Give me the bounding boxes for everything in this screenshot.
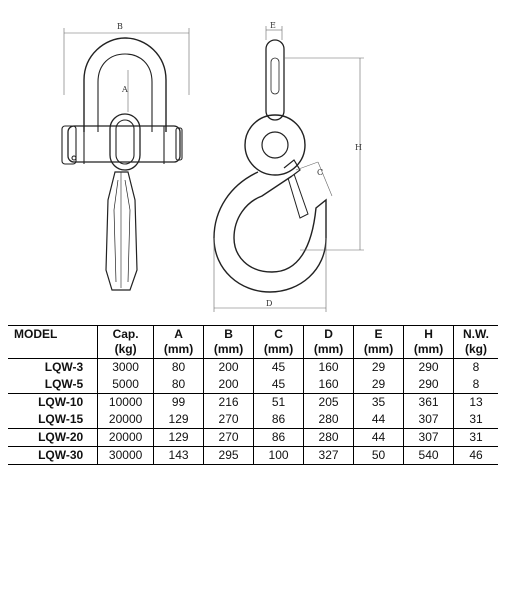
col-header-d: D (mm)	[304, 326, 354, 359]
dim-label-c: C	[317, 168, 324, 177]
col-header-capacity: Cap. (kg)	[98, 326, 154, 359]
table-header-row	[8, 326, 498, 359]
cell-a: 129	[154, 429, 204, 447]
cell-capacity: 10000	[98, 394, 154, 412]
cell-a: 80	[154, 376, 204, 394]
cell-b: 270	[204, 429, 254, 447]
cell-b: 216	[204, 394, 254, 412]
cell-h: 290	[404, 359, 454, 377]
cell-e: 29	[354, 376, 404, 394]
cell-d: 280	[304, 411, 354, 429]
table-row	[8, 359, 498, 377]
cell-c: 100	[254, 447, 304, 465]
col-header-net-weight: N.W. (kg)	[454, 326, 498, 359]
cell-h: 307	[404, 411, 454, 429]
cell-b: 295	[204, 447, 254, 465]
cell-net-weight: 8	[454, 376, 498, 394]
table-row	[8, 376, 498, 394]
cell-a: 129	[154, 411, 204, 429]
cell-b: 270	[204, 411, 254, 429]
cell-h: 307	[404, 429, 454, 447]
cell-model: LQW-10	[8, 394, 98, 412]
cell-e: 35	[354, 394, 404, 412]
col-header-b: B (mm)	[204, 326, 254, 359]
dim-label-b: B	[117, 22, 123, 31]
cell-model: LQW-20	[8, 429, 98, 447]
cell-capacity: 20000	[98, 429, 154, 447]
cell-model: LQW-15	[38, 412, 84, 426]
cell-h: 540	[404, 447, 454, 465]
cell-capacity: 5000	[98, 376, 154, 394]
table-row	[8, 411, 498, 429]
cell-a: 143	[154, 447, 204, 465]
table-row	[8, 394, 498, 412]
cell-c: 86	[254, 429, 304, 447]
cell-net-weight: 8	[454, 359, 498, 377]
col-header-a: A (mm)	[154, 326, 204, 359]
shackle-drawing	[62, 28, 189, 290]
cell-c: 86	[254, 411, 304, 429]
col-header-e: E (mm)	[354, 326, 404, 359]
cell-net-weight: 46	[454, 447, 498, 465]
cell-h: 290	[404, 376, 454, 394]
cell-b: 200	[204, 376, 254, 394]
cell-e: 50	[354, 447, 404, 465]
dim-label-h: H	[355, 143, 362, 152]
cell-e: 29	[354, 359, 404, 377]
specification-table	[8, 325, 498, 465]
cell-c: 45	[254, 376, 304, 394]
cell-d: 327	[304, 447, 354, 465]
cell-model: LQW-5	[44, 377, 84, 391]
cell-net-weight: 31	[454, 411, 498, 429]
hook-drawing	[214, 26, 364, 312]
cell-net-weight: 13	[454, 394, 498, 412]
cell-a: 99	[154, 394, 204, 412]
cell-capacity: 20000	[98, 411, 154, 429]
cell-c: 45	[254, 359, 304, 377]
col-header-h: H (mm)	[404, 326, 454, 359]
dim-label-a: A	[122, 85, 128, 94]
cell-h: 361	[404, 394, 454, 412]
cell-model: LQW-30	[8, 447, 98, 465]
cell-a: 80	[154, 359, 204, 377]
cell-model: LQW-3	[44, 360, 84, 374]
cell-b: 200	[204, 359, 254, 377]
table-row	[8, 447, 498, 465]
table-row	[8, 429, 498, 447]
dim-label-e: E	[270, 21, 276, 30]
cell-capacity: 3000	[98, 359, 154, 377]
dim-label-d: D	[266, 299, 273, 308]
cell-net-weight: 31	[454, 429, 498, 447]
cell-d: 160	[304, 359, 354, 377]
cell-e: 44	[354, 429, 404, 447]
cell-d: 160	[304, 376, 354, 394]
cell-d: 205	[304, 394, 354, 412]
cell-d: 280	[304, 429, 354, 447]
col-header-model: MODEL	[8, 326, 98, 359]
cell-capacity: 30000	[98, 447, 154, 465]
cell-c: 51	[254, 394, 304, 412]
col-header-c: C (mm)	[254, 326, 304, 359]
cell-e: 44	[354, 411, 404, 429]
